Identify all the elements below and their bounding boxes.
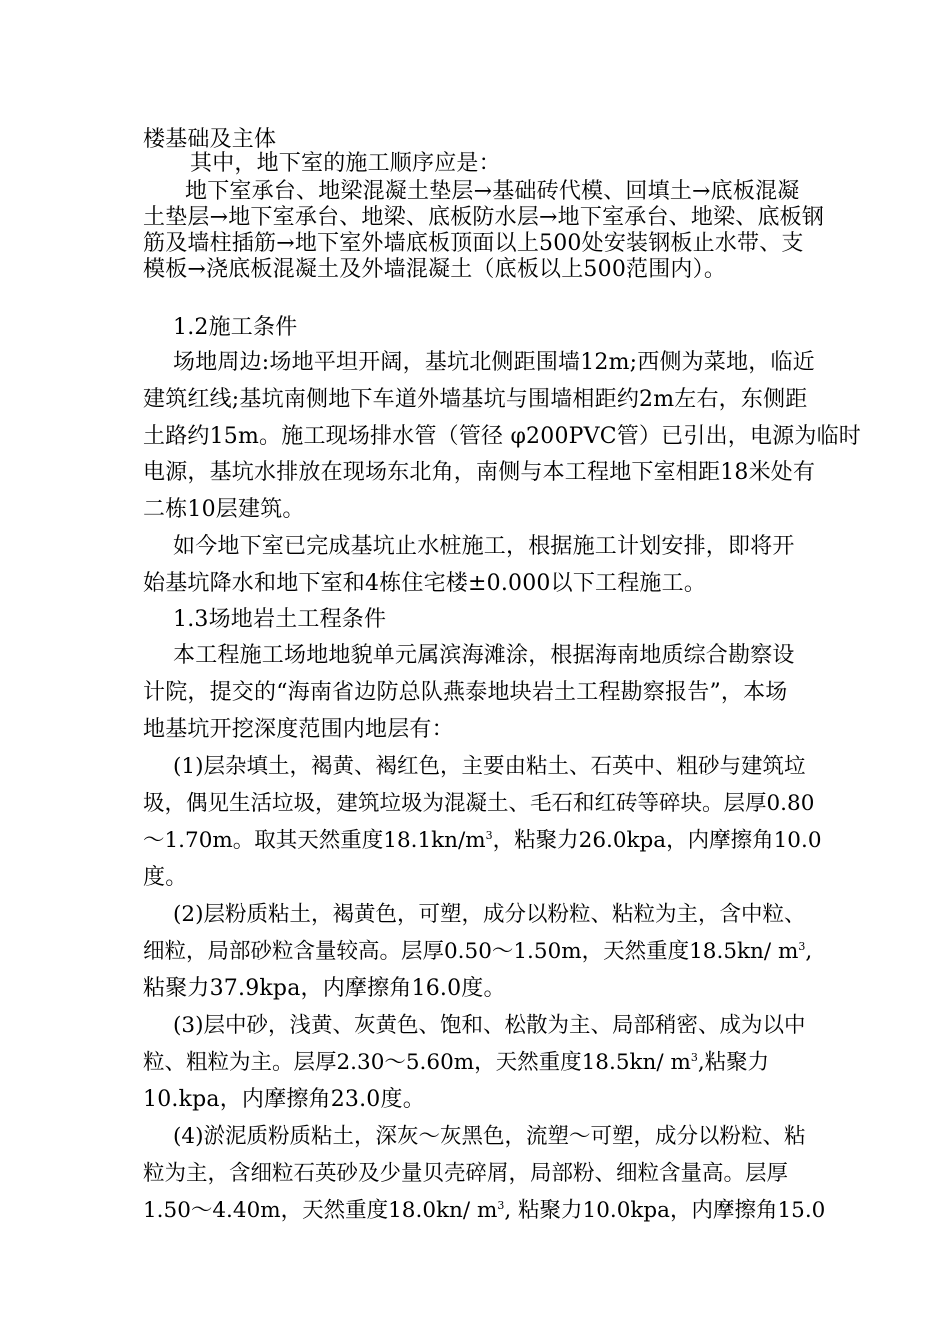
section-heading: 1.2施工条件 — [173, 315, 298, 340]
paragraph-line: 电源，基坑水排放在现场东北角，南侧与本工程地下室相距18米处有 — [143, 460, 816, 485]
text-line: 模板→浇底板混凝土及外墙混凝土（底板以上500范围内）。 — [143, 257, 727, 282]
text-line: 筋及墙柱插筋→地下室外墙底板顶面以上500处安装钢板止水带、支 — [143, 231, 804, 256]
paragraph-line: 计院，提交的“海南省边防总队燕泰地块岩土工程勘察报告”，本场 — [143, 680, 788, 705]
paragraph-line: 粘聚力37.9kpa，内摩擦角16.0度。 — [143, 976, 506, 1001]
text-span: 细粒，局部砂粒含量较高。层厚0.50～1.50m，天然重度18.5kn/ m — [143, 939, 799, 964]
section-heading: 1.3场地岩土工程条件 — [173, 607, 387, 632]
superscript: 3 — [497, 1198, 505, 1212]
paragraph-line: 圾，偶见生活垃圾，建筑垃圾为混凝土、毛石和红砖等碎块。层厚0.80 — [143, 791, 815, 816]
superscript: 3 — [690, 1050, 698, 1064]
text-span: , — [805, 939, 813, 964]
paragraph-line: 地基坑开挖深度范围内地层有： — [143, 717, 454, 742]
paragraph-line: 二栋10层建筑。 — [143, 497, 305, 522]
paragraph-line: 始基坑降水和地下室和4栋住宅楼±0.000以下工程施工。 — [143, 571, 707, 596]
text-span: 1.50～4.40m，天然重度18.0kn/ m — [143, 1198, 498, 1223]
paragraph-line: 度。 — [143, 865, 188, 890]
text-line: 其中，地下室的施工顺序应是： — [190, 151, 501, 176]
paragraph-line: (4)淤泥质粉质粘土，深灰～灰黑色，流塑～可塑，成分以粉粒、粘 — [173, 1124, 806, 1149]
paragraph-line — [143, 823, 822, 854]
paragraph-line: 粒为主，含细粒石英砂及少量贝壳碎屑，局部粉、细粒含量高。层厚 — [143, 1161, 789, 1186]
text-line: 地下室承台、地梁混凝土垫层→基础砖代模、回填土→底板混凝 — [185, 179, 800, 204]
text-span: , 粘聚力10.0kpa，内摩擦角15.0 — [504, 1198, 826, 1223]
paragraph-line: 土路约15m。施工现场排水管（管径 φ200PVC管）已引出，电源为临时 — [143, 424, 861, 449]
paragraph-line: 10.kpa，内摩擦角23.0度。 — [143, 1087, 425, 1112]
paragraph-line: 本工程施工场地地貌单元属滨海滩涂，根据海南地质综合勘察设 — [173, 643, 795, 668]
text-line: 土垫层→地下室承台、地梁、底板防水层→地下室承台、地梁、底板钢 — [143, 205, 825, 230]
paragraph-line — [143, 1045, 769, 1076]
paragraph-line — [143, 1193, 825, 1224]
text-span: ,粘聚力 — [697, 1050, 770, 1075]
paragraph-line: 场地周边:场地平坦开阔，基坑北侧距围墙12m;西侧为菜地，临近 — [173, 350, 815, 375]
superscript: 3 — [798, 939, 806, 953]
text-span: ，粘聚力26.0kpa，内摩擦角10.0 — [492, 828, 822, 853]
text-line: 楼基础及主体 — [143, 127, 277, 152]
paragraph-line: (2)层粉质粘土，褐黄色，可塑，成分以粉粒、粘粒为主，含中粒、 — [173, 902, 806, 927]
paragraph-line: (3)层中砂，浅黄、灰黄色、饱和、松散为主、局部稍密、成为以中 — [173, 1013, 806, 1038]
paragraph-line: 建筑红线;基坑南侧地下车道外墙基坑与围墙相距约2m左右，东侧距 — [143, 387, 808, 412]
text-span: 粒、粗粒为主。层厚2.30～5.60m，天然重度18.5kn/ m — [143, 1050, 691, 1075]
paragraph-line: 如今地下室已完成基坑止水桩施工，根据施工计划安排，即将开 — [173, 534, 795, 559]
paragraph-line — [143, 934, 812, 965]
paragraph-line: (1)层杂填土，褐黄、褐红色，主要由粘土、石英中、粗砂与建筑垃 — [173, 754, 806, 779]
superscript: 3 — [485, 828, 493, 842]
text-span: ～1.70m。取其天然重度18.1kn/m — [143, 828, 486, 853]
